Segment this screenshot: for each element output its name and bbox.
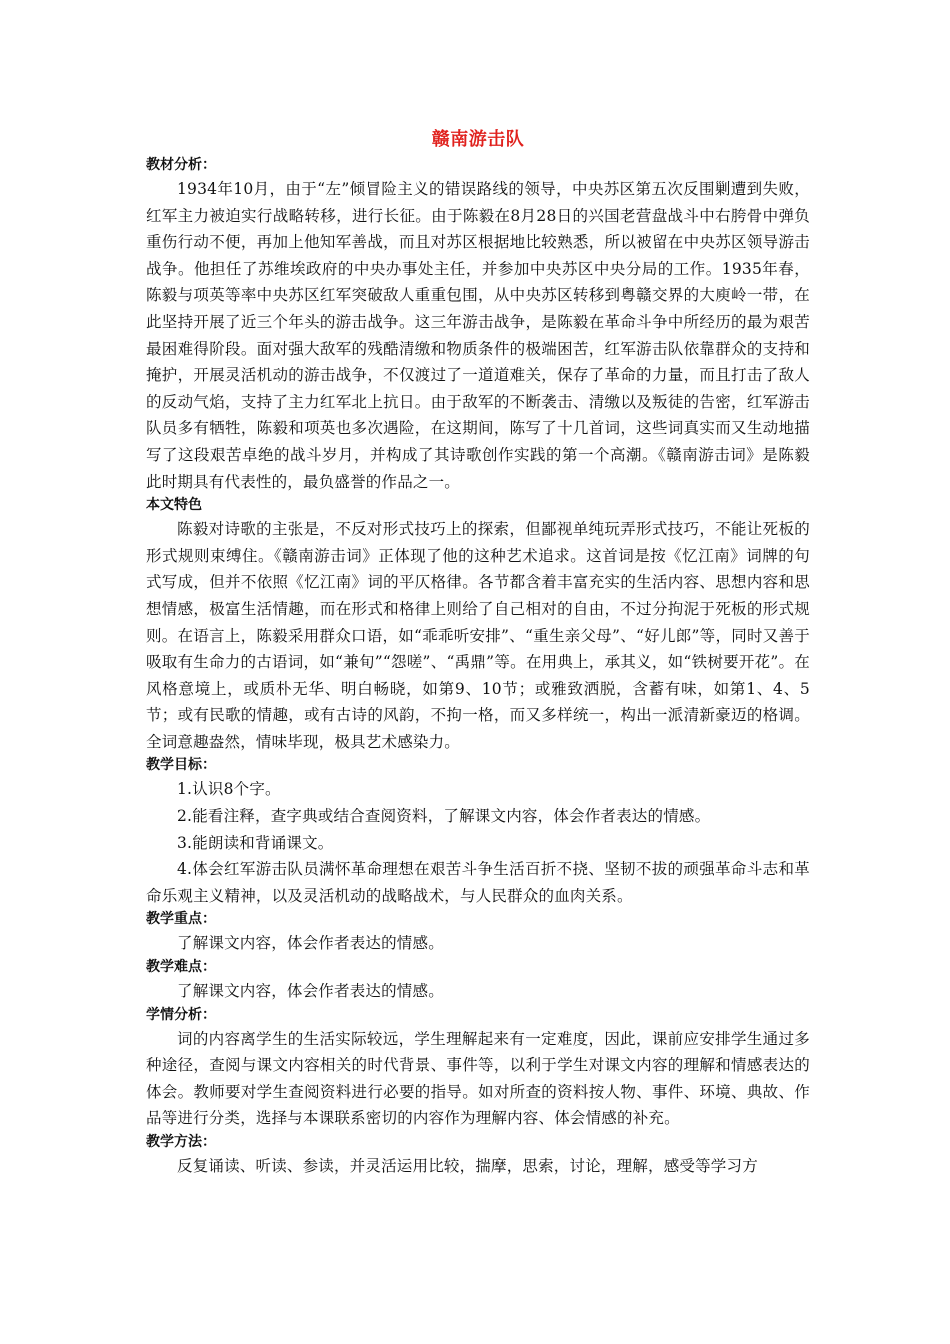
- goal-item-3: 3.能朗读和背诵课文。: [177, 833, 334, 852]
- analysis-paragraph: 1934年10月，由于“左”倾冒险主义的错误路线的领导，中央苏区第五次反围剿遭到失败，红军主力被迫实行战略转移，进行长征。由于陈毅在8月28日的兴国老营盘战斗中右胯骨中弹负重伤行动不便，再加上他知军善战，而且对苏区根据地比较熟悉，所以被留在中央苏区领导游击战争。他担任了苏维埃政府的中央办事处主任，并参加中央苏区中央分局的工作。1935年春，陈毅与项英等率中央苏区红军突破敌人重重包围，从中央苏区转移到粤赣交界的大庾岭一带，在此坚持开展了近三个年头的游击战争。这三年游击战争，是陈毅在革命斗争中所经历的最为艰苦最困难得阶段。面对强大敌军的残酷清缴和物质条件的极端困苦，红军游击队依靠群众的支持和掩护，开展灵活机动的游击战争，不仅渡过了一道道难关，保存了革命的力量，而且打击了敌人的反动气焰，支持了主力红军北上抗日。由于敌军的不断袭击、清缴以及叛徒的告密，红军游击队员多有牺牲，陈毅和项英也多次遇险，在这期间，陈写了十几首词，这些词真实而又生动地描写了这段艰苦卓绝的战斗岁月，并构成了其诗歌创作实践的第一个高潮。《赣南游击词》是陈毅此时期具有代表性的，最负盛誉的作品之一。: [146, 180, 810, 491]
- document-title: 赣南游击队: [431, 129, 525, 150]
- document-page: [146, 125, 810, 1180]
- goal-item-2: 2.能看注释，查字典或结合查阅资料，了解课文内容，体会作者表达的情感。: [177, 807, 711, 826]
- learner-analysis-paragraph: 词的内容离学生的生活实际较远，学生理解起来有一定难度，因此，课前应安排学生通过多种途径，查阅与课文内容相关的时代背景、事件等，以利于学生对课文内容的理解和情感表达的体会。教师要对学生查阅资料进行必要的指导。如对所查的资料按人物、事件、环境、典故、作品等进行分类，选择与本课联系密切的内容作为理解内容、体会情感的补充。: [146, 1029, 810, 1128]
- features-paragraph: 陈毅对诗歌的主张是，不反对形式技巧上的探索，但鄙视单纯玩弄形式技巧，不能让死板的形式规则束缚住。《赣南游击词》正体现了他的这种艺术追求。这首词是按《忆江南》词牌的句式写成，但并不依照《忆江南》词的平仄格律。各节都含着丰富充实的生活内容、思想内容和思想情感，极富生活情趣，而在形式和格律上则给了自己相对的自由，不过分拘泥于死板的形式规则。在语言上，陈毅采用群众口语，如“乖乖听安排”、“重生亲父母”、“好儿郎”等，同时又善于吸取有生命力的古语词，如“兼旬”“怨嗟”、“禹鼎”等。在用典上，承其义，如“铁树要开花”。在风格意境上，或质朴无华、明白畅晓，如第9、10节；或雅致洒脱，含蓄有味，如第1、4、5节；或有民歌的情趣，或有古诗的风韵，不拘一格，而又多样统一，构出一派清新豪迈的格调。全词意趣盎然，情味毕现，极具艺术感染力。: [146, 520, 810, 751]
- goal-item-4: 4.体会红军游击队员满怀革命理想在艰苦斗争生活百折不挠、坚韧不拔的顽强革命斗志和革命乐观主义精神，以及灵活机动的战略战术，与人民群众的血肉关系。: [146, 860, 810, 905]
- methods-paragraph: 反复诵读、听读、参读，并灵活运用比较，揣摩，思索，讨论，理解，感受等学习方: [177, 1157, 758, 1175]
- analysis-heading: 教材分析：: [146, 157, 216, 173]
- goals-heading: 教学目标：: [146, 757, 216, 774]
- key-points-heading: 教学重点：: [146, 911, 216, 928]
- learner-analysis-heading: 学情分析：: [146, 1006, 216, 1023]
- key-points-paragraph: 了解课文内容，体会作者表达的情感。: [177, 934, 444, 953]
- difficulties-heading: 教学难点：: [146, 959, 216, 976]
- features-heading: 本文特色: [146, 497, 202, 514]
- methods-heading: 教学方法：: [146, 1134, 216, 1150]
- difficulties-paragraph: 了解课文内容，体会作者表达的情感。: [177, 982, 444, 1001]
- goal-item-1: 1.认识8个字。: [177, 780, 281, 799]
